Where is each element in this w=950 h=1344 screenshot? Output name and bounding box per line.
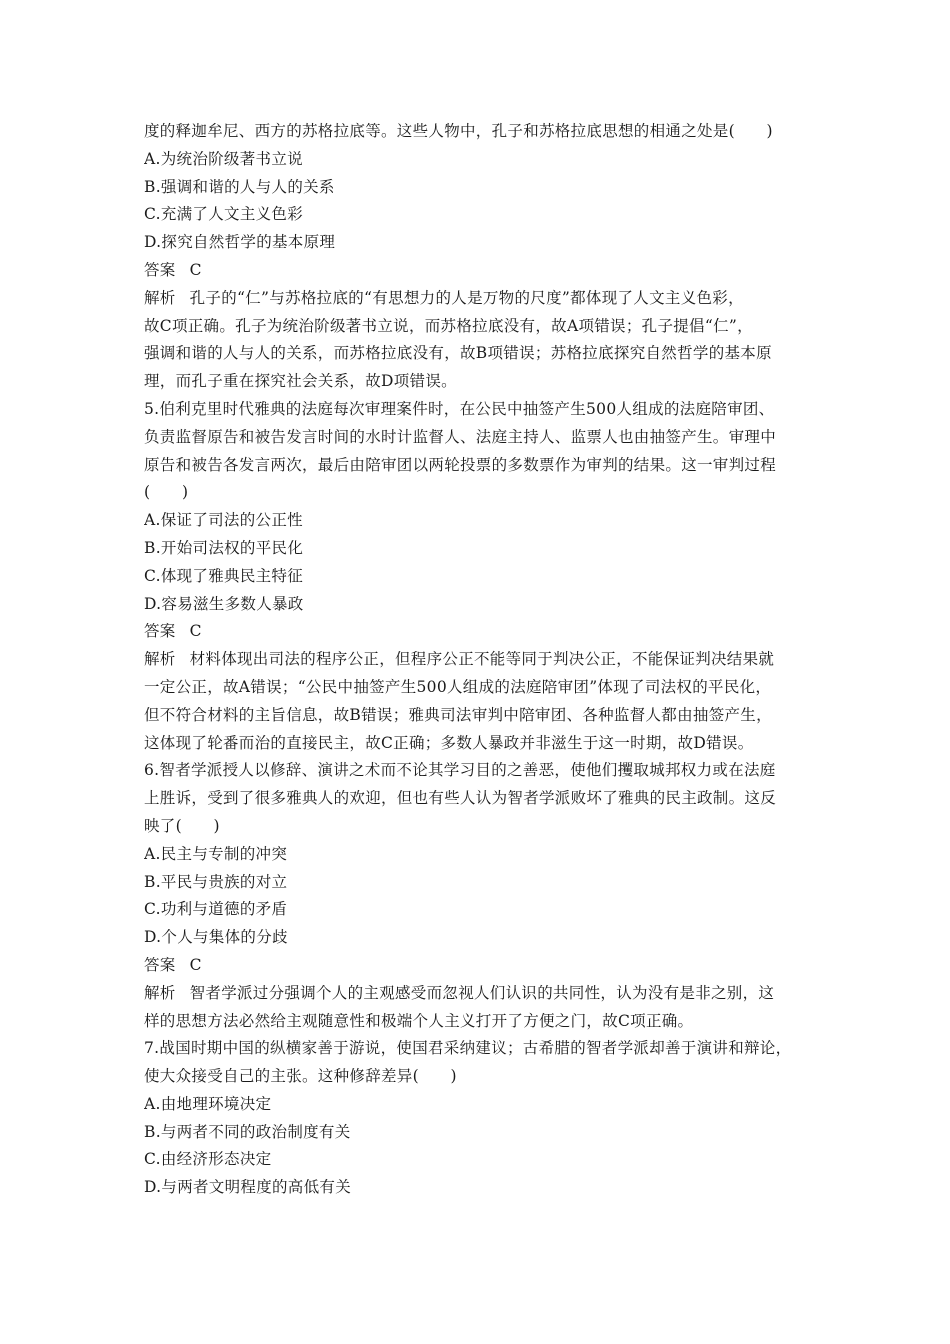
q6-option-d: D.个人与集体的分歧 — [144, 928, 288, 947]
q5-answer — [144, 618, 812, 646]
analysis-text: 孔子的“仁”与苏格拉底的“有思想力的人是万物的尺度”都体现了人文主义色彩， — [189, 288, 744, 307]
q5-option-d: D.容易滋生多数人暴政 — [144, 594, 304, 613]
q5-analysis-line: 一定公正，故A错误；“公民中抽签产生500人组成的法庭陪审团”体现了司法权的平民化， — [144, 677, 772, 696]
q4-option-c: C.充满了人文主义色彩 — [144, 205, 304, 224]
analysis-label: 解析 — [144, 650, 176, 669]
q4-analysis-line — [144, 285, 812, 313]
analysis-label: 解析 — [144, 983, 176, 1002]
analysis-label: 解析 — [144, 288, 176, 307]
q5-option-c: C.体现了雅典民主特征 — [144, 566, 304, 585]
q6-option-a: A.民主与专制的冲突 — [144, 844, 288, 863]
document-page — [144, 118, 812, 1202]
q4-option-a: A.为统治阶级著书立说 — [144, 149, 303, 168]
q6-stem-line: 上胜诉，受到了很多雅典人的欢迎，但也有些人认为智者学派败坏了雅典的民主政制。这反 — [144, 789, 777, 808]
analysis-text: 智者学派过分强调个人的主观感受而忽视人们认识的共同性，认为没有是非之别，这 — [189, 983, 775, 1002]
answer-value: C — [189, 955, 202, 974]
q6-analysis-line — [144, 980, 812, 1008]
q5-analysis-line: 但不符合材料的主旨信息，故B错误；雅典司法审判中陪审团、各种监督人都由抽签产生， — [144, 705, 772, 724]
q7-stem-line: 使大众接受自己的主张。这种修辞差异( ) — [144, 1067, 457, 1086]
q5-stem-line: 5.伯利克里时代雅典的法庭每次审理案件时，在公民中抽签产生500人组成的法庭陪审团、 — [144, 399, 775, 418]
q4-stem-line: 度的释迦牟尼、西方的苏格拉底等。这些人物中，孔子和苏格拉底思想的相通之处是( ) — [144, 122, 773, 140]
answer-value: C — [189, 260, 202, 279]
q5-analysis-line: 这体现了轮番而治的直接民主，故C正确；多数人暴政并非滋生于这一时期，故D错误。 — [144, 733, 754, 752]
q5-stem-line: ( ) — [144, 483, 189, 502]
q6-option-c: C.功利与道德的矛盾 — [144, 900, 288, 919]
q7-option-d: D.与两者文明程度的高低有关 — [144, 1178, 352, 1197]
q7-option-c: C.由经济形态决定 — [144, 1150, 272, 1169]
q5-option-a: A.保证了司法的公正性 — [144, 511, 303, 530]
q5-analysis-line — [144, 646, 812, 674]
q6-stem-line: 映了( ) — [144, 816, 220, 835]
q6-stem-line: 6.智者学派授人以修辞、演讲之术而不论其学习目的之善恶，使他们攫取城邦权力或在法庭 — [144, 761, 776, 780]
q4-option-d: D.探究自然哲学的基本原理 — [144, 233, 336, 252]
answer-label: 答案 — [144, 955, 176, 974]
q6-option-b: B.平民与贵族的对立 — [144, 872, 288, 891]
q4-option-b: B.强调和谐的人与人的关系 — [144, 177, 335, 196]
q4-analysis-line: 强调和谐的人与人的关系，而苏格拉底没有，故B项错误；苏格拉底探究自然哲学的基本原 — [144, 344, 772, 363]
q7-option-b: B.与两者不同的政治制度有关 — [144, 1122, 351, 1141]
answer-label: 答案 — [144, 260, 176, 279]
q4-answer — [144, 257, 812, 285]
q5-stem-line: 原告和被告各发言两次，最后由陪审团以两轮投票的多数票作为审判的结果。这一审判过程 — [144, 455, 777, 474]
q5-stem-line: 负责监督原告和被告发言时间的水时计监督人、法庭主持人、监票人也由抽签产生。审理中 — [144, 427, 777, 446]
q5-option-b: B.开始司法权的平民化 — [144, 538, 304, 557]
q4-analysis-line: 故C项正确。孔子为统治阶级著书立说，而苏格拉底没有，故A项错误；孔子提倡“仁”， — [144, 316, 753, 335]
q6-answer — [144, 952, 812, 980]
q7-option-a: A.由地理环境决定 — [144, 1094, 272, 1113]
analysis-text: 材料体现出司法的程序公正，但程序公正不能等同于判决公正，不能保证判决结果就 — [189, 650, 775, 669]
q4-analysis-line: 理，而孔子重在探究社会关系，故D项错误。 — [144, 372, 457, 391]
q6-analysis-line: 样的思想方法必然给主观随意性和极端个人主义打开了方便之门，故C项正确。 — [144, 1011, 694, 1030]
answer-value: C — [189, 622, 202, 641]
q7-stem-line: 7.战国时期中国的纵横家善于游说，使国君采纳建议；古希腊的智者学派却善于演讲和辩论， — [144, 1039, 792, 1058]
answer-label: 答案 — [144, 622, 176, 641]
